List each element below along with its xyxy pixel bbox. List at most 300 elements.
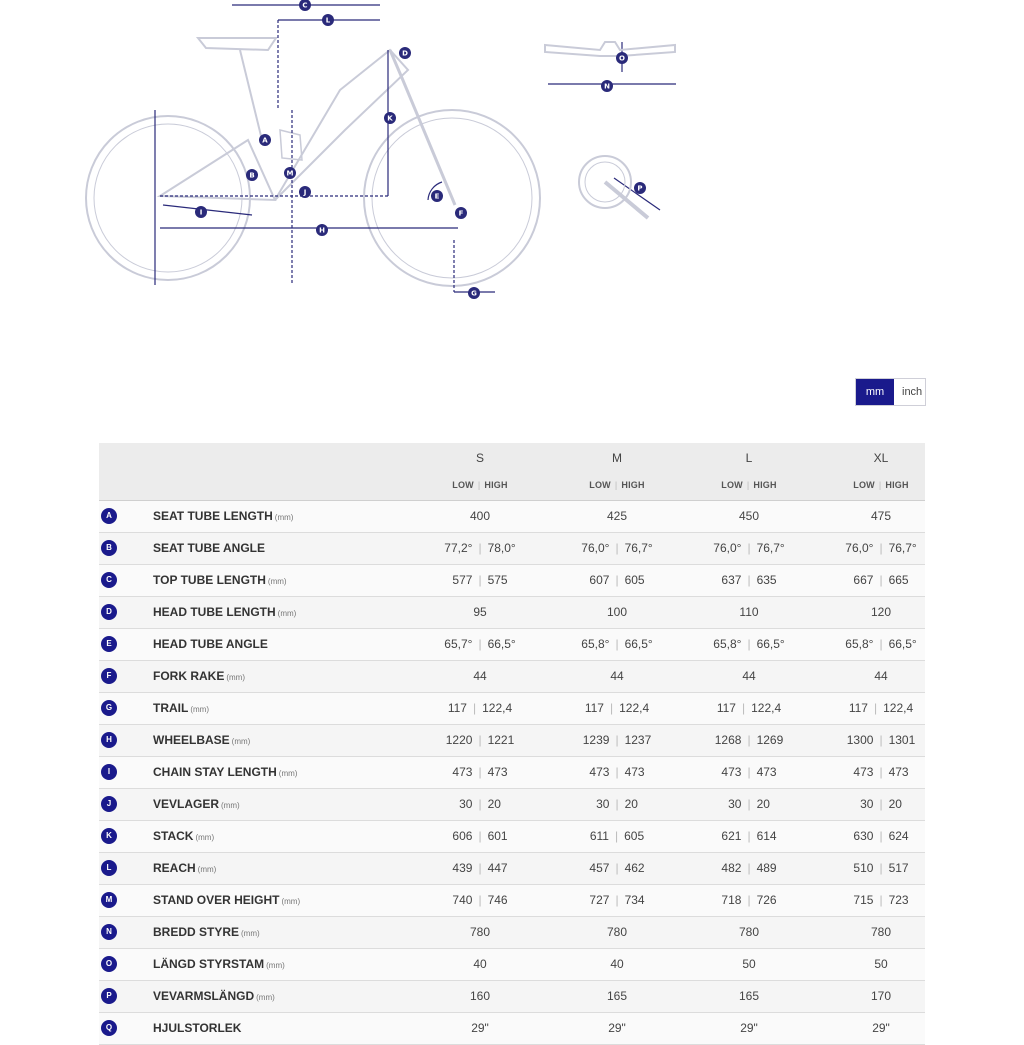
value: 29": [740, 1021, 758, 1035]
value: 95: [473, 605, 487, 619]
svg-text:M: M: [286, 169, 294, 178]
svg-text:D: D: [402, 49, 408, 58]
value-cell: [683, 1013, 815, 1044]
value-cell: 65,8° | 66,5°: [581, 637, 653, 651]
param-badge: C: [101, 572, 117, 588]
value-cell: 510 | 517: [853, 861, 909, 875]
param-label: BREDD STYRE: [153, 925, 240, 939]
value-cell: [414, 949, 546, 980]
high-value: 20: [888, 797, 902, 811]
svg-text:F: F: [458, 209, 464, 218]
value-cell: [414, 597, 546, 628]
table-row: [99, 501, 925, 533]
high-label: HIGH: [621, 480, 645, 490]
param-unit: (mm): [267, 577, 287, 586]
param-label: TOP TUBE LENGTH: [153, 573, 266, 587]
low-value: 1268: [714, 733, 742, 747]
svg-text:I: I: [199, 208, 203, 217]
table-row: [99, 533, 925, 565]
low-value: 1300: [846, 733, 874, 747]
diagram-label: [616, 52, 628, 64]
low-value: 30: [860, 797, 874, 811]
param-label: CHAIN STAY LENGTH: [153, 765, 277, 779]
high-value: 78,0°: [487, 541, 516, 555]
high-value: 517: [888, 861, 909, 875]
table-row: [99, 597, 925, 629]
param-name: [153, 725, 250, 756]
value-cell: 630 | 624: [853, 829, 909, 843]
diagram-label: [384, 112, 396, 124]
value: 165: [738, 989, 760, 1003]
svg-text:K: K: [387, 114, 393, 123]
value: 110: [739, 605, 759, 619]
high-value: 473: [487, 765, 508, 779]
high-value: 734: [624, 893, 645, 907]
value: 780: [469, 925, 491, 939]
geometry-table: [99, 443, 925, 1045]
svg-text:A: A: [262, 136, 268, 145]
diagram-label: [299, 186, 311, 198]
param-badge: G: [101, 700, 117, 716]
param-name: [153, 629, 270, 660]
value-cell: 65,8° | 66,5°: [845, 637, 917, 651]
value-cell: 30 | 20: [596, 797, 638, 811]
value-cell: 611 | 605: [589, 829, 645, 843]
value: 44: [742, 669, 756, 683]
low-value: 65,8°: [845, 637, 874, 651]
table-row: [99, 949, 925, 981]
diagram-label: [431, 190, 443, 202]
high-value: 1269: [756, 733, 784, 747]
low-value: 667: [853, 573, 874, 587]
param-unit: (mm): [241, 929, 260, 938]
svg-text:H: H: [319, 226, 325, 235]
high-value: 1301: [888, 733, 916, 747]
low-high-header: LOW | HIGH: [452, 480, 508, 490]
value-cell: [551, 661, 683, 692]
high-value: 473: [756, 765, 777, 779]
low-value: 77,2°: [444, 541, 473, 555]
param-unit: (mm): [281, 897, 301, 906]
param-unit: (mm): [195, 833, 215, 842]
value-cell: 606 | 601: [452, 829, 508, 843]
low-value: 30: [728, 797, 742, 811]
value: 50: [742, 957, 756, 971]
param-badge: D: [101, 604, 117, 620]
table-row: [99, 981, 925, 1013]
low-value: 606: [452, 829, 473, 843]
value-cell: 117 | 122,4: [848, 701, 914, 715]
low-value: 76,0°: [713, 541, 742, 555]
param-badge: I: [101, 764, 117, 780]
high-value: 605: [624, 829, 645, 843]
value-cell: [815, 597, 947, 628]
handlebar-icon: [545, 42, 675, 56]
value-cell: [815, 501, 947, 532]
value: 170: [870, 989, 892, 1003]
size-header: XL: [873, 451, 889, 465]
high-value: 122,4: [751, 701, 782, 715]
param-name: [153, 981, 275, 1012]
param-label: SEAT TUBE LENGTH: [153, 509, 273, 523]
diagram-label: [195, 206, 207, 218]
param-name: [153, 757, 297, 788]
table-row: [99, 789, 925, 821]
param-name: [153, 533, 267, 564]
svg-text:J: J: [303, 188, 307, 197]
param-unit: (mm): [190, 705, 209, 714]
low-value: 473: [853, 765, 874, 779]
high-value: 614: [756, 829, 777, 843]
value-cell: [551, 917, 683, 948]
table-row: [99, 853, 925, 885]
low-value: 727: [589, 893, 610, 907]
value: 160: [469, 989, 491, 1003]
param-unit: (mm): [197, 865, 217, 874]
value-cell: [414, 1013, 546, 1044]
value-cell: 577 | 575: [452, 573, 508, 587]
high-value: 635: [756, 573, 777, 587]
value-cell: 473 | 473: [853, 765, 909, 779]
param-badge: N: [101, 924, 117, 940]
param-unit: (mm): [226, 673, 245, 682]
low-value: 473: [721, 765, 742, 779]
table-row: [99, 1013, 925, 1045]
low-value: 715: [853, 893, 874, 907]
value: 50: [874, 957, 888, 971]
high-value: 605: [624, 573, 645, 587]
param-name: [153, 917, 260, 948]
unit-inch-button[interactable]: inch: [894, 379, 925, 405]
diagram-label: [322, 14, 334, 26]
svg-text:E: E: [434, 192, 440, 201]
value: 165: [606, 989, 628, 1003]
value-cell: 30 | 20: [459, 797, 501, 811]
param-label: STAND OVER HEIGHT: [153, 893, 280, 907]
param-badge: B: [101, 540, 117, 556]
low-value: 637: [721, 573, 742, 587]
value-cell: [551, 1013, 683, 1044]
value-cell: [815, 981, 947, 1012]
param-badge: M: [101, 892, 117, 908]
low-value: 65,8°: [713, 637, 742, 651]
size-header: S: [475, 451, 484, 465]
low-value: 607: [589, 573, 610, 587]
param-badge: E: [101, 636, 117, 652]
value-cell: 76,0° | 76,7°: [713, 541, 785, 555]
param-label: TRAIL: [153, 701, 189, 715]
svg-text:B: B: [249, 171, 255, 180]
high-label: HIGH: [885, 480, 909, 490]
param-badge: L: [101, 860, 117, 876]
value-cell: [414, 917, 546, 948]
low-high-header: LOW | HIGH: [589, 480, 645, 490]
diagram-label: [246, 169, 258, 181]
svg-text:N: N: [604, 82, 610, 91]
diagram-label: [455, 207, 467, 219]
value-cell: 667 | 665: [853, 573, 909, 587]
value-cell: [683, 597, 815, 628]
value-cell: 727 | 734: [589, 893, 645, 907]
param-name: [153, 949, 285, 980]
value-cell: 76,0° | 76,7°: [581, 541, 653, 555]
param-name: [153, 821, 214, 852]
high-value: 66,5°: [624, 637, 653, 651]
value-cell: 117 | 122,4: [447, 701, 513, 715]
high-value: 122,4: [619, 701, 650, 715]
value: 780: [738, 925, 760, 939]
diagram-label: [399, 47, 411, 59]
low-value: 30: [596, 797, 610, 811]
high-value: 1237: [624, 733, 652, 747]
low-high-header: LOW | HIGH: [721, 480, 777, 490]
param-unit: (mm): [256, 993, 275, 1002]
param-badge: J: [101, 796, 117, 812]
value: 100: [606, 605, 628, 619]
param-label: SEAT TUBE ANGLE: [153, 541, 266, 555]
size-header: M: [612, 451, 622, 465]
diagram-label: [316, 224, 328, 236]
high-value: 473: [888, 765, 909, 779]
value-cell: 473 | 473: [589, 765, 645, 779]
low-value: 510: [853, 861, 874, 875]
param-label: HJULSTORLEK: [153, 1021, 242, 1035]
param-label: WHEELBASE: [153, 733, 230, 747]
svg-text:G: G: [471, 289, 477, 298]
table-row: [99, 757, 925, 789]
high-value: 462: [624, 861, 645, 875]
value-cell: 1220 | 1221: [445, 733, 515, 747]
high-label: HIGH: [753, 480, 777, 490]
param-label: HEAD TUBE LENGTH: [153, 605, 276, 619]
table-row: [99, 565, 925, 597]
high-value: 20: [756, 797, 770, 811]
param-badge: H: [101, 732, 117, 748]
value: 29": [608, 1021, 626, 1035]
value-cell: 621 | 614: [721, 829, 777, 843]
svg-text:C: C: [302, 1, 308, 10]
svg-text:P: P: [637, 184, 643, 193]
low-value: 30: [459, 797, 473, 811]
size-header-row: [99, 443, 925, 471]
value-cell: 482 | 489: [721, 861, 777, 875]
low-value: 577: [452, 573, 473, 587]
value: 120: [870, 605, 892, 619]
high-value: 66,5°: [756, 637, 785, 651]
param-name: [153, 565, 287, 596]
low-value: 718: [721, 893, 742, 907]
high-value: 575: [487, 573, 508, 587]
high-value: 66,5°: [888, 637, 917, 651]
table-row: [99, 693, 925, 725]
high-value: 665: [888, 573, 909, 587]
param-name: [153, 1013, 243, 1044]
low-label: LOW: [452, 480, 474, 490]
param-label: REACH: [153, 861, 196, 875]
high-value: 20: [624, 797, 638, 811]
low-value: 65,8°: [581, 637, 610, 651]
param-label: FORK RAKE: [153, 669, 225, 683]
low-value: 473: [452, 765, 473, 779]
param-unit: (mm): [274, 513, 294, 522]
value-cell: 117 | 122,4: [584, 701, 650, 715]
svg-text:L: L: [325, 16, 331, 25]
value: 780: [606, 925, 628, 939]
low-value: 76,0°: [581, 541, 610, 555]
value-cell: 1268 | 1269: [714, 733, 784, 747]
table-row: [99, 629, 925, 661]
param-label: VEVLAGER: [153, 797, 220, 811]
low-value: 65,7°: [444, 637, 473, 651]
high-value: 447: [487, 861, 508, 875]
value: 40: [473, 957, 487, 971]
value: 425: [606, 509, 628, 523]
size-header: L: [745, 451, 753, 465]
value-cell: 1300 | 1301: [846, 733, 916, 747]
low-label: LOW: [721, 480, 743, 490]
value-cell: 439 | 447: [452, 861, 508, 875]
value-cell: 65,8° | 66,5°: [713, 637, 785, 651]
svg-text:O: O: [619, 54, 625, 63]
param-unit: (mm): [266, 961, 285, 970]
unit-toggle: [855, 378, 926, 406]
low-value: 630: [853, 829, 874, 843]
high-value: 1221: [487, 733, 515, 747]
low-value: 482: [721, 861, 742, 875]
value-cell: 637 | 635: [721, 573, 777, 587]
low-label: LOW: [853, 480, 875, 490]
param-unit: (mm): [231, 737, 251, 746]
value-cell: 715 | 723: [853, 893, 909, 907]
value-cell: [551, 949, 683, 980]
table-row: [99, 661, 925, 693]
param-badge: K: [101, 828, 117, 844]
param-name: [153, 789, 240, 820]
low-value: 457: [589, 861, 610, 875]
diagram-label: [259, 134, 271, 146]
bike-frame: [160, 140, 275, 200]
value-cell: [683, 501, 815, 532]
param-name: [153, 885, 300, 916]
value-cell: 65,7° | 66,5°: [444, 637, 516, 651]
value-cell: [683, 661, 815, 692]
param-label: STACK: [153, 829, 194, 843]
high-value: 726: [756, 893, 777, 907]
value-cell: 76,0° | 76,7°: [845, 541, 917, 555]
low-value: 439: [452, 861, 473, 875]
value: 400: [469, 509, 491, 523]
value: 475: [870, 509, 892, 523]
value-cell: [551, 597, 683, 628]
value: 44: [473, 669, 487, 683]
param-name: [153, 597, 296, 628]
param-label: LÄNGD STYRSTAM: [153, 957, 265, 971]
param-name: [153, 853, 216, 884]
table-body: [99, 501, 925, 1045]
diagram-label: [468, 287, 480, 299]
high-value: 122,4: [883, 701, 914, 715]
value: 44: [874, 669, 888, 683]
value-cell: 30 | 20: [728, 797, 770, 811]
table-row: [99, 917, 925, 949]
diagram-label: [284, 167, 296, 179]
high-value: 20: [487, 797, 501, 811]
param-name: [153, 661, 245, 692]
value-cell: [414, 501, 546, 532]
low-value: 473: [589, 765, 610, 779]
param-badge: A: [101, 508, 117, 524]
value-cell: [683, 917, 815, 948]
param-badge: P: [101, 988, 117, 1004]
low-value: 611: [589, 829, 609, 843]
param-badge: O: [101, 956, 117, 972]
table-row: [99, 885, 925, 917]
high-value: 76,7°: [624, 541, 653, 555]
diagram-label: [601, 80, 613, 92]
low-value: 117: [848, 701, 868, 715]
low-value: 1239: [582, 733, 610, 747]
low-high-header-row: [99, 471, 925, 501]
high-value: 624: [888, 829, 909, 843]
high-value: 723: [888, 893, 909, 907]
value: 29": [471, 1021, 489, 1035]
unit-mm-button[interactable]: mm: [856, 379, 894, 405]
value-cell: 740 | 746: [452, 893, 508, 907]
param-unit: (mm): [278, 769, 298, 778]
high-label: HIGH: [484, 480, 508, 490]
low-high-header: LOW | HIGH: [853, 480, 909, 490]
value: 44: [610, 669, 624, 683]
param-badge: F: [101, 668, 117, 684]
value-cell: [551, 981, 683, 1012]
low-value: 117: [447, 701, 467, 715]
value-cell: 607 | 605: [589, 573, 645, 587]
value-cell: 473 | 473: [721, 765, 777, 779]
diagram-label: [634, 182, 646, 194]
param-badge: Q: [101, 1020, 117, 1036]
value-cell: [683, 949, 815, 980]
value: 450: [738, 509, 760, 523]
low-value: 621: [721, 829, 742, 843]
param-label: HEAD TUBE ANGLE: [153, 637, 268, 651]
value: 40: [610, 957, 624, 971]
param-name: [153, 693, 209, 724]
value-cell: 77,2° | 78,0°: [444, 541, 516, 555]
high-value: 601: [487, 829, 508, 843]
high-value: 76,7°: [888, 541, 917, 555]
high-value: 473: [624, 765, 645, 779]
value-cell: 30 | 20: [860, 797, 902, 811]
high-value: 746: [487, 893, 508, 907]
low-label: LOW: [589, 480, 611, 490]
table-row: [99, 725, 925, 757]
low-value: 740: [452, 893, 473, 907]
value-cell: 718 | 726: [721, 893, 777, 907]
high-value: 122,4: [482, 701, 513, 715]
value-cell: [683, 981, 815, 1012]
param-unit: (mm): [277, 609, 297, 618]
low-value: 117: [584, 701, 604, 715]
value-cell: [414, 981, 546, 1012]
value-cell: 457 | 462: [589, 861, 645, 875]
value-cell: 117 | 122,4: [716, 701, 782, 715]
param-unit: (mm): [221, 801, 240, 810]
table-row: [99, 821, 925, 853]
value-cell: [414, 661, 546, 692]
value-cell: [551, 501, 683, 532]
value: 780: [870, 925, 892, 939]
low-value: 117: [716, 701, 736, 715]
